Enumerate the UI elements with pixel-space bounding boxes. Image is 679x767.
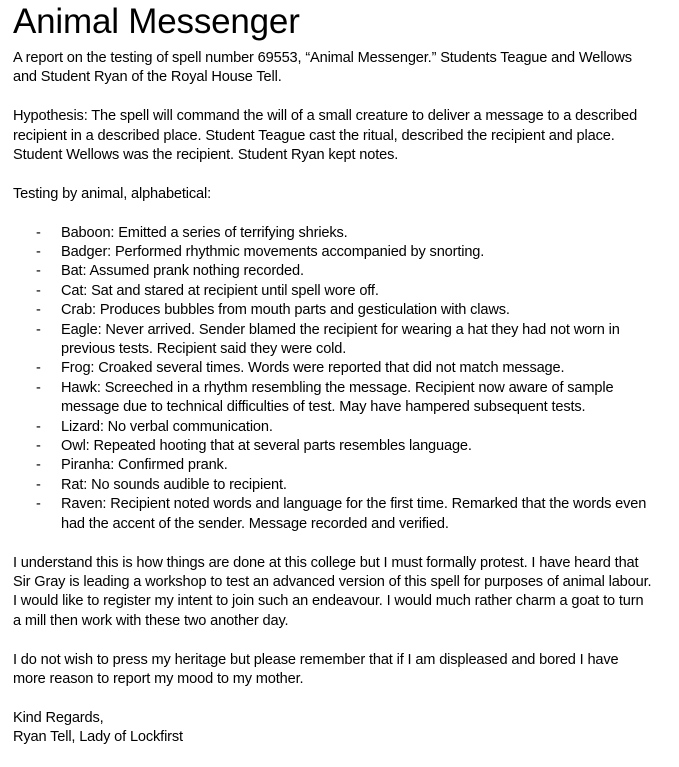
protest-paragraph: I understand this is how things are done at this college but I must formally protest. I have heard that Sir Gray is leading a workshop to test an advanced version of this spell for purposes of animal labour. I would like to register my intent to join such an endeavour. I would much rather charm a goat to turn a mill then work with these two another day. <box>13 554 652 629</box>
list-item <box>13 359 653 378</box>
list-item <box>13 262 653 281</box>
list-item-text: Cat: Sat and stared at recipient until spell wore off. <box>61 282 379 299</box>
list-item <box>13 437 653 456</box>
bullet-dash: - <box>36 244 41 261</box>
bullet-dash: - <box>36 418 41 435</box>
list-item <box>13 476 653 495</box>
list-item-text: Crab: Produces bubbles from mouth parts and gesticulation with claws. <box>61 302 510 319</box>
bullet-dash: - <box>36 282 41 299</box>
list-item-text: Hawk: Screeched in a rhythm resembling the message. Recipient now aware of sample message due to technical difficulties of test. May have hampered subsequent tests. <box>61 379 614 416</box>
list-item <box>13 379 653 418</box>
bullet-dash: - <box>36 302 41 319</box>
list-item <box>13 243 653 262</box>
list-item-text: Lizard: No verbal communication. <box>61 418 273 435</box>
list-item-text: Raven: Recipient noted words and language for the first time. Remarked that the words even had the accent of the sender. Message recorded and verified. <box>61 496 647 532</box>
list-heading: Testing by animal, alphabetical: <box>13 185 212 202</box>
list-item <box>13 224 653 243</box>
signature-line: Ryan Tell, Lady of Lockfirst <box>13 729 183 746</box>
intro-paragraph: A report on the testing of spell number 69553, “Animal Messenger.” Students Teague and Wellows and Student Ryan of the Royal House Tell. <box>13 50 632 86</box>
bullet-dash: - <box>36 263 41 280</box>
bullet-dash: - <box>36 476 41 493</box>
bullet-dash: - <box>36 438 41 455</box>
bullet-dash: - <box>36 321 41 338</box>
heritage-paragraph: I do not wish to press my heritage but please remember that if I am displeased and bored I have more reason to report my mood to my mother. <box>13 651 619 687</box>
bullet-dash: - <box>36 379 41 396</box>
hypothesis-paragraph: Hypothesis: The spell will command the will of a small creature to deliver a message to a described recipient in a described place. Student Teague cast the ritual, described the recipient and place. Student Wellows was the recipient. Student Ryan kept notes. <box>13 108 638 164</box>
document-body <box>13 49 653 767</box>
list-item <box>13 495 653 534</box>
list-item-text: Badger: Performed rhythmic movements accompanied by snorting. <box>61 244 485 261</box>
list-item-text: Eagle: Never arrived. Sender blamed the recipient for wearing a hat they had not worn in previous tests. Recipient said they were cold. <box>61 321 620 358</box>
list-item-text: Bat: Assumed prank nothing recorded. <box>61 263 304 280</box>
signature-block <box>13 709 653 748</box>
list-item <box>13 456 653 475</box>
list-item-text: Piranha: Confirmed prank. <box>61 457 228 474</box>
list-item-text: Rat: No sounds audible to recipient. <box>61 476 287 493</box>
bullet-dash: - <box>36 224 41 241</box>
list-item <box>13 282 653 301</box>
list-item-text: Owl: Repeated hooting that at several parts resembles language. <box>61 438 472 455</box>
results-list <box>13 224 653 535</box>
list-item-text: Frog: Croaked several times. Words were reported that did not match message. <box>61 360 565 377</box>
list-item <box>13 301 653 320</box>
list-item <box>13 418 653 437</box>
bullet-dash: - <box>36 457 41 474</box>
list-item-text: Baboon: Emitted a series of terrifying shrieks. <box>61 224 348 241</box>
bullet-dash: - <box>36 360 41 377</box>
list-item <box>13 321 653 360</box>
bullet-dash: - <box>36 496 41 513</box>
document-title: Animal Messenger <box>13 2 300 41</box>
closing-line: Kind Regards, <box>13 709 104 726</box>
